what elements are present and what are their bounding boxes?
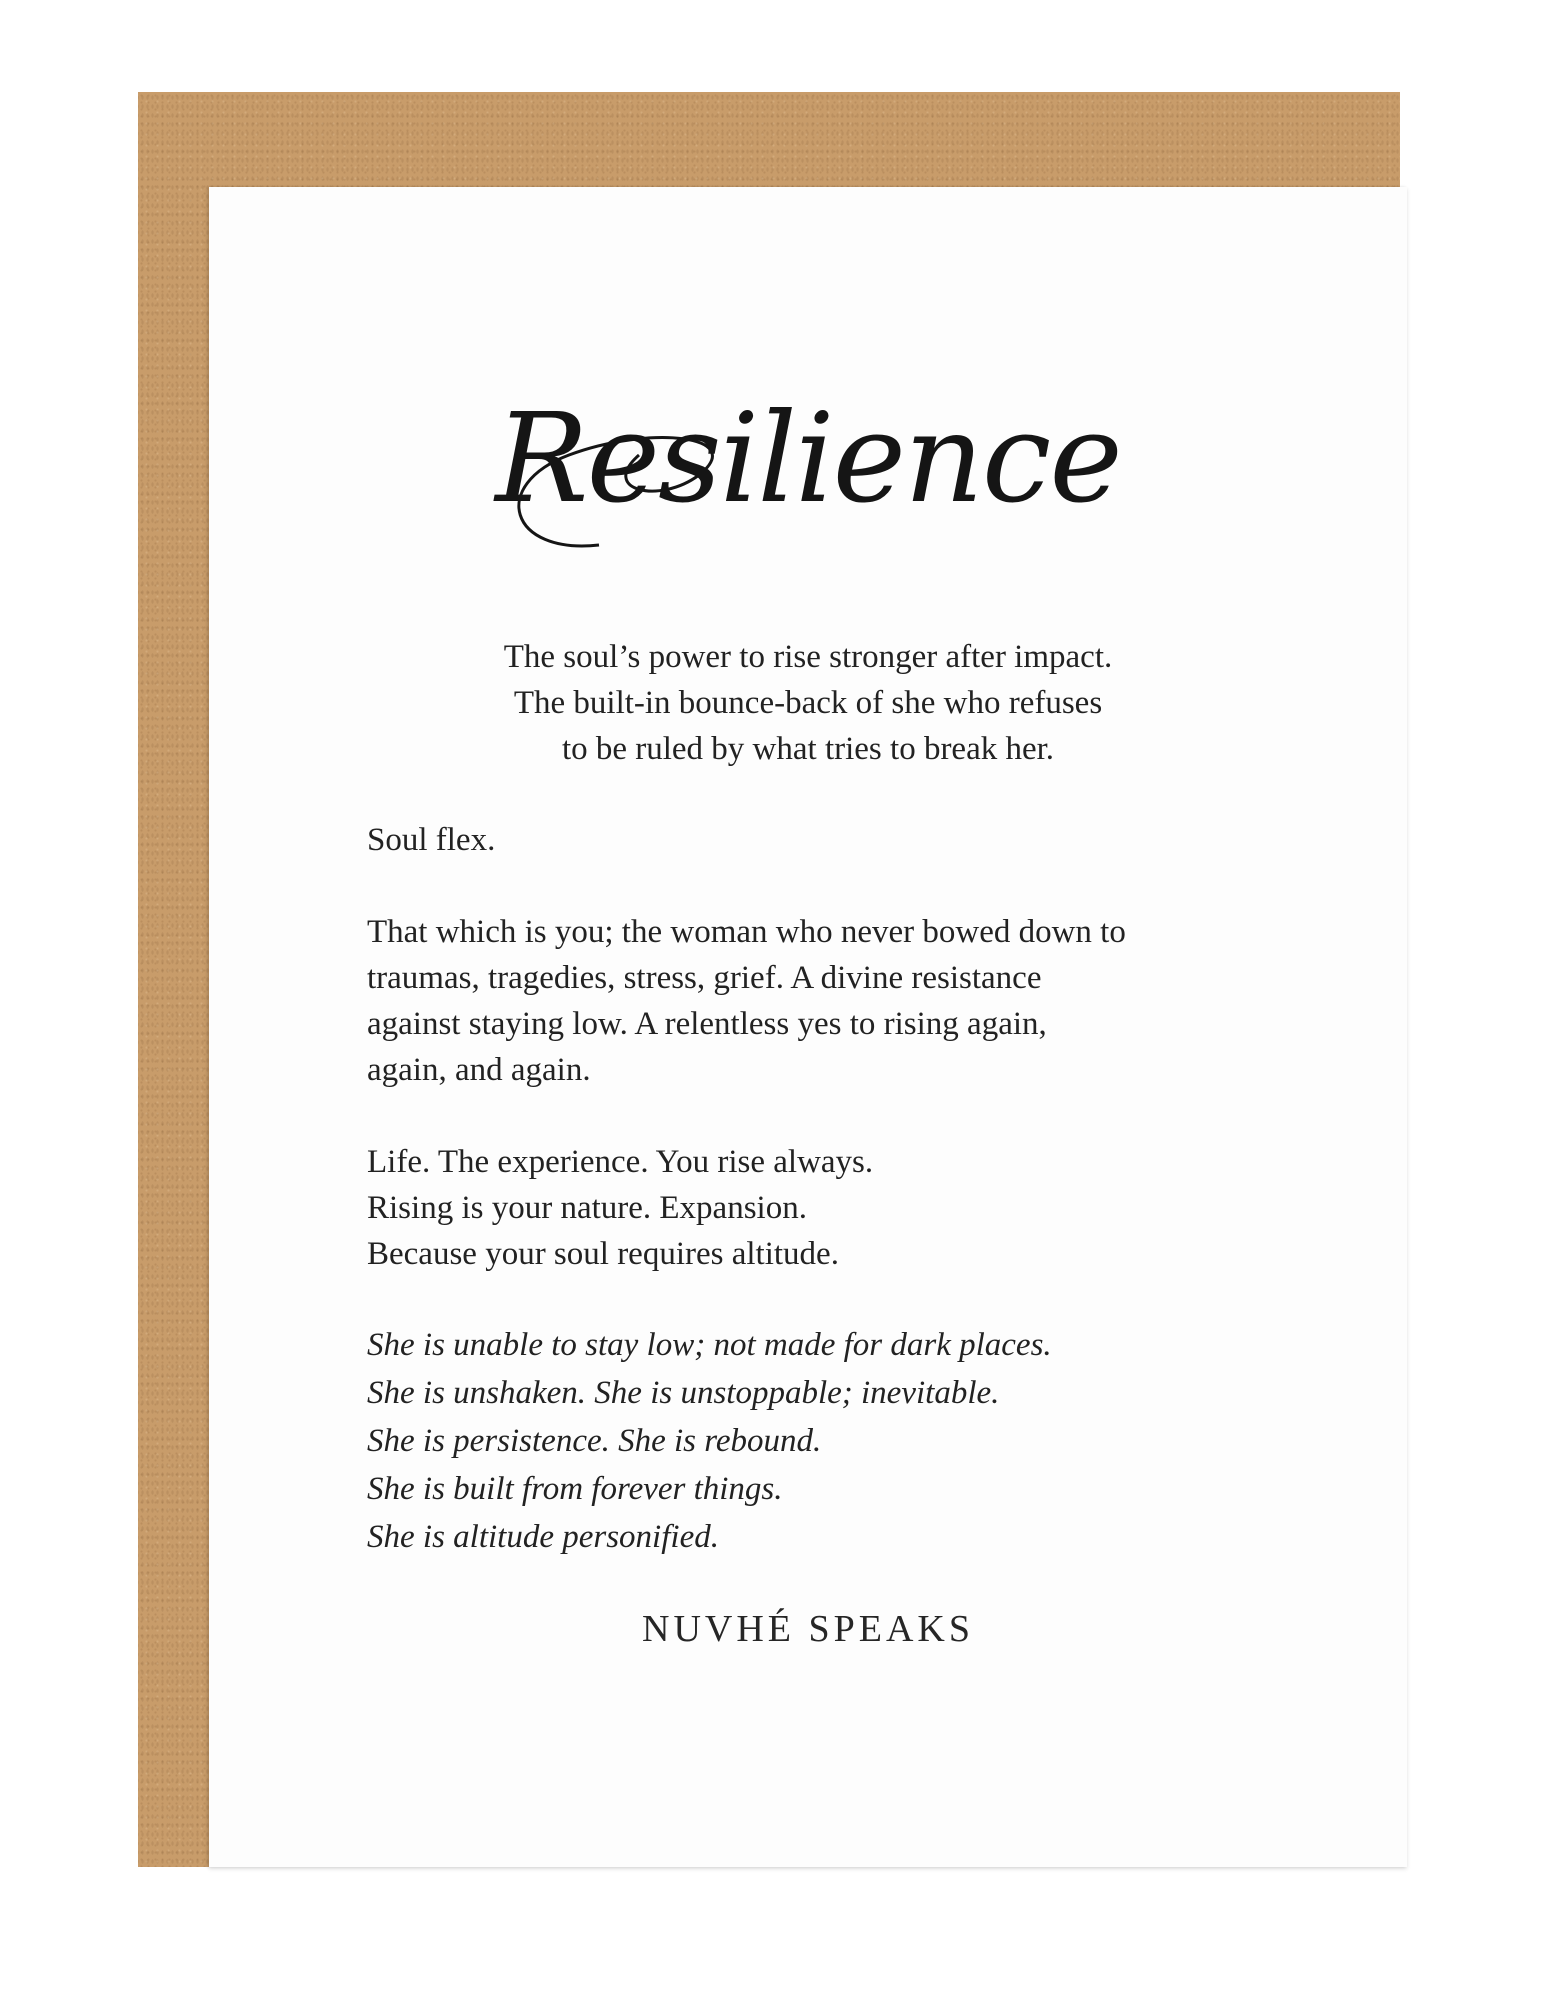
paragraph-line: She is altitude personified. bbox=[367, 1519, 719, 1555]
paragraph-line: against staying low. A relentless yes to rising again, bbox=[367, 1006, 1047, 1042]
paragraph-that-which-is-you bbox=[367, 909, 1267, 1093]
paragraph-line: traumas, tragedies, stress, grief. A divine resistance bbox=[367, 960, 1042, 996]
definition-line: to be ruled by what tries to break her. bbox=[561, 731, 1055, 767]
paragraph-line: That which is you; the woman who never bowed down to bbox=[367, 914, 1126, 950]
definition-line: The soul’s power to rise stronger after impact. bbox=[503, 639, 1113, 675]
definition-line: The built-in bounce-back of she who refuses bbox=[513, 685, 1103, 721]
paragraph-life bbox=[367, 1139, 1267, 1277]
greeting-card bbox=[209, 187, 1407, 1867]
paragraph-line: She is built from forever things. bbox=[367, 1471, 783, 1507]
paragraph-line: Life. The experience. You rise always. bbox=[367, 1144, 874, 1180]
definition-block bbox=[209, 634, 1407, 772]
paragraph-she-is bbox=[367, 1321, 1267, 1561]
paragraph-soul-flex bbox=[367, 817, 1267, 863]
paragraph-line: She is unable to stay low; not made for dark places. bbox=[367, 1327, 1052, 1363]
brand-signature: NUVHÉ SPEAKS bbox=[642, 1608, 974, 1650]
paragraph-line: She is unshaken. She is unstoppable; inevitable. bbox=[367, 1375, 1000, 1411]
paragraph-line: again, and again. bbox=[367, 1052, 591, 1088]
paragraph-line: Soul flex. bbox=[367, 822, 496, 858]
paragraph-line: She is persistence. She is rebound. bbox=[367, 1423, 822, 1459]
paragraph-line: Because your soul requires altitude. bbox=[367, 1236, 839, 1272]
card-title: Resilience bbox=[495, 387, 1121, 531]
paragraph-line: Rising is your nature. Expansion. bbox=[367, 1190, 807, 1226]
